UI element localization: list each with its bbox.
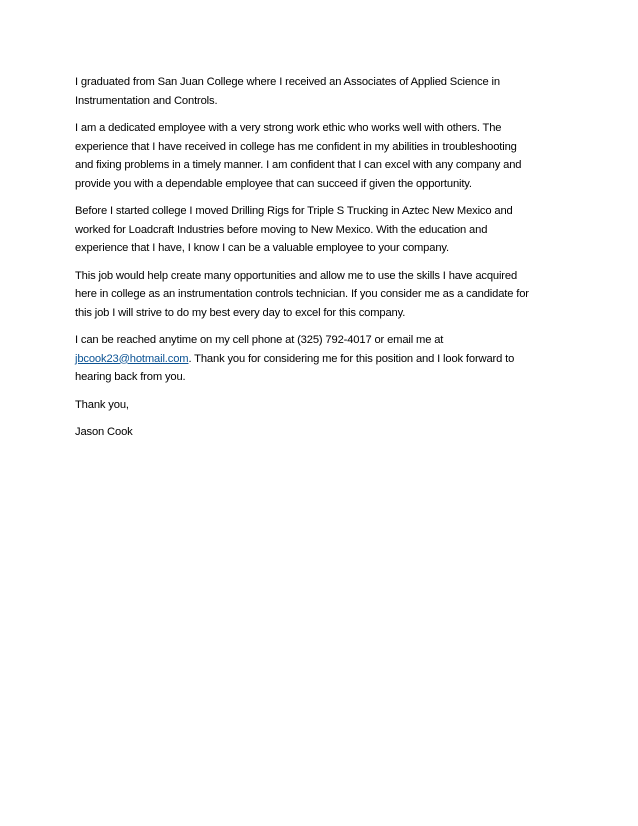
text-line: I am a dedicated employee with a very strong work ethic who works well with others. The xyxy=(75,122,502,134)
paragraph-contact xyxy=(75,331,565,387)
paragraph-experience xyxy=(75,202,565,258)
text-fragment: . Thank you for considering me for this position and I look forward to xyxy=(188,352,515,365)
text-line: This job would help create many opportunities and allow me to use the skills I have acquired xyxy=(75,269,518,282)
text-line: here in college as an instrumentation controls technician. If you consider me as a candidate for xyxy=(75,288,529,300)
text-line xyxy=(75,350,565,369)
text-line: hearing back from you. xyxy=(75,371,186,383)
text-line: I graduated from San Juan College where I received an Associates of Applied Science in xyxy=(75,76,500,88)
signature: Jason Cook xyxy=(75,426,133,438)
text-line: worked for Loadcraft Industries before moving to New Mexico. With the education and xyxy=(75,223,488,236)
text-line: experience that I have, I know I can be a valuable employee to your company. xyxy=(75,242,449,254)
paragraph-education xyxy=(75,73,565,110)
text-line: Instrumentation and Controls. xyxy=(75,94,218,107)
closing: Thank you, xyxy=(75,398,129,411)
text-line: I can be reached anytime on my cell phone at (325) 792-4017 or email me at xyxy=(75,334,444,346)
paragraph-opportunity xyxy=(75,267,565,323)
paragraph-work-ethic xyxy=(75,119,565,193)
email-link[interactable]: jbcook23@hotmail.com xyxy=(75,352,189,365)
letter-body xyxy=(75,73,565,451)
text-line: this job I will strive to do my best every day to excel for this company. xyxy=(75,306,406,319)
text-line: Before I started college I moved Drilling Rigs for Triple S Trucking in Aztec New Mexico and xyxy=(75,205,513,217)
text-line: and fixing problems in a timely manner. I am confident that I can excel with any company and xyxy=(75,159,522,171)
text-line: experience that I have received in college has me confident in my abilities in troubleshooting xyxy=(75,140,517,153)
text-line: provide you with a dependable employee that can succeed if given the opportunity. xyxy=(75,177,472,190)
